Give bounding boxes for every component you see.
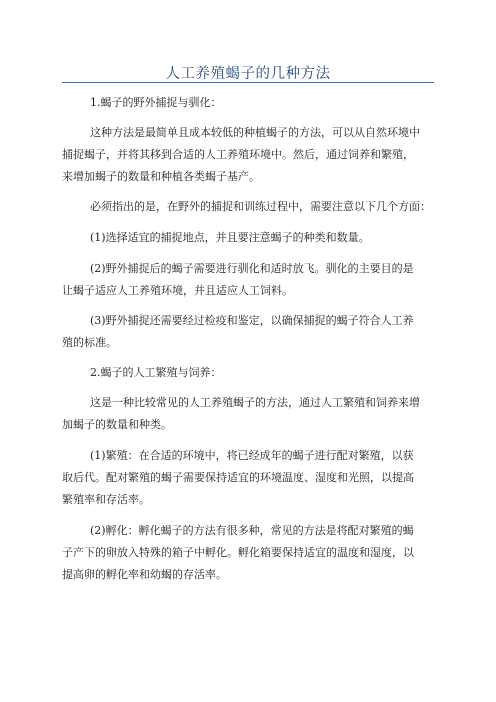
list-item-3-cont: 殖的标准。	[62, 336, 117, 349]
paragraph-line: 捕捉蝎子，并将其移到合适的人工养殖环境中。然后，通过饲养和繁殖，	[62, 148, 414, 161]
list-item-hatching-cont: 提高卵的孵化率和幼蝎的存活率。	[62, 568, 227, 581]
list-item-hatching-cont: 子产下的卵放入特殊的箱子中孵化。孵化箱要保持适宜的温度和湿度，以	[62, 546, 414, 559]
list-item-breeding-cont: 取后代。配对繁殖的蝎子需要保持适宜的环境温度、湿度和光照，以提高	[62, 471, 414, 484]
section-heading-1: 1.蝎子的野外捕捉与驯化：	[90, 96, 222, 109]
list-item-breeding: (1)繁殖：在合适的环境中，将已经成年的蝎子进行配对繁殖，以获	[90, 449, 414, 462]
paragraph-line: 来增加蝎子的数量和种植各类蝎子基产。	[62, 170, 260, 183]
paragraph-line: 这种方法是最简单且成本较低的种植蝎子的方法，可以从自然环境中	[90, 126, 420, 139]
list-item-hatching: (2)孵化：孵化蝎子的方法有很多种，常见的方法是将配对繁殖的蝎	[90, 524, 414, 537]
list-item-1: (1)选择适宜的捕捉地点，并且要注意蝎子的种类和数量。	[90, 231, 370, 244]
list-item-3: (3)野外捕捉还需要经过检疫和鉴定，以确保捕捉的蝎子符合人工养	[90, 314, 414, 327]
section-heading-2: 2.蝎子的人工繁殖与饲养：	[90, 366, 222, 379]
paragraph-line: 这是一种比较常见的人工养殖蝎子的方法，通过人工繁殖和饲养来增	[90, 396, 420, 409]
title-underline	[62, 82, 434, 83]
paragraph-line: 加蝎子的数量和种类。	[62, 418, 172, 431]
list-item-2-cont: 让蝎子适应人工养殖环境，并且适应人工饲料。	[62, 284, 293, 297]
paragraph-line: 必须指出的是，在野外的捕捉和训练过程中，需要注意以下几个方面：	[90, 200, 431, 213]
list-item-2: (2)野外捕捉后的蝎子需要进行驯化和适时放飞。驯化的主要目的是	[90, 262, 414, 275]
list-item-breeding-cont: 繁殖率和存活率。	[62, 493, 150, 506]
document-title: 人工养殖蝎子的几种方法	[165, 66, 331, 82]
